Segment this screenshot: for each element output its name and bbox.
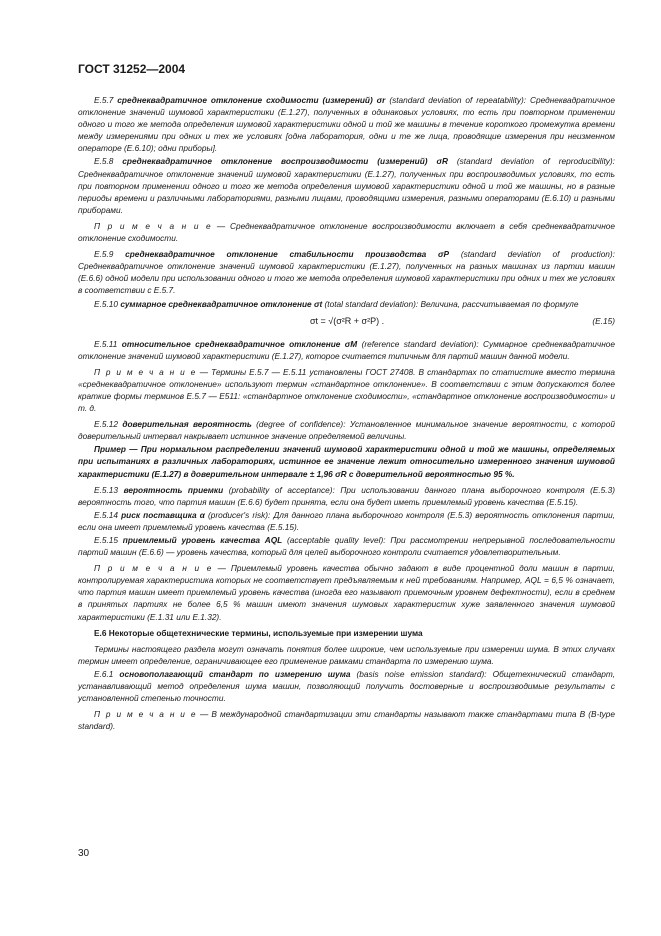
clause-e513: Е.5.13 вероятность приемки (probability of acceptance): При использовании данного плана выборочного контроля (Е.5.3) вероятность того, что партия машин (Е.6.6) будет принята, если она будет иметь приемлемый уровень качества (Е.5.15). (78, 484, 615, 507)
formula-e15 (78, 312, 615, 332)
clause-e61: Е.6.1 основополагающий стандарт по измерению шума (basis noise emission standard): Общетехнический стандарт, устанавливающий метод определения шума машин, позволяющий получить достоверные и воспроизводимые результаты с установленной степенью точности. (78, 668, 616, 704)
clause-e512: Е.5.12 доверительная вероятность (degree of confidence): Установленное минимальное значение вероятности, с которой доверительный интервал накрывает истинное значение определяемой величины. (78, 419, 615, 442)
term: риск поставщика α (121, 509, 205, 520)
formula-number: (Е.15) (592, 315, 615, 326)
term: среднеквадратичное отклонение стабильности производства σP (125, 249, 450, 260)
term: доверительная вероятность (122, 419, 252, 430)
term: среднеквадратичное отклонение воспроизводимости (измерений) σR (122, 156, 448, 167)
term: основополагающий стандарт по измерению шума (119, 668, 351, 679)
clause-e510: Е.5.10 суммарное среднеквадратичное отклонение σt (total standard deviation): Величина, рассчитываемая по формуле (94, 298, 579, 309)
clause-e58: Е.5.8 среднеквадратичное отклонение воспроизводимости (измерений) σR (standard deviation of reproducibility): Среднеквадратичное отклонение значений шумовой характеристики (Е.1.27), полученных при воспроизводимых условиях, то есть при повторном применении одного и того же метода определения шумовой характеристики одной и той же машины, но в разные периоды времени и различными лабораториями, разными лицами, проводящими измерения, разными операторами (Е.6.10) и разными приборами. (78, 156, 615, 215)
note: П р и м е ч а н и е — Среднеквадратичное отклонение воспроизводимости включает в себя среднеквадратичное отклонение сходимости. (78, 220, 615, 244)
clause-e59: Е.5.9 среднеквадратичное отклонение стабильности производства σP (standard deviation of production): Среднеквадратичное отклонение значений шумовой характеристики (Е.1.27), полученных на разных машинах из партии машин (Е.6.6) одной модели при использовании одного и того же метода определения шумовой характеристики при одних и тех же условиях в соответствии с Е.5.7. (78, 249, 615, 296)
clause-e515: Е.5.15 приемлемый уровень качества AQL (acceptable quality level): При рассмотрении непрерывной последовательности партий машин (Е.6.6) — уровень качества, который для целей выборочного контроли считается удовлетворительным. (78, 535, 615, 558)
page-number: 30 (78, 848, 90, 859)
clause-e514: Е.5.14 риск поставщика α (producer's risk): Для данного плана выборочного контроля (Е.5.3) вероятность отклонения партии, если она имеет приемлемый уровень качества (Е.5.15). (78, 509, 615, 532)
formula-expression: σt = √(σ²R + σ²P) . (310, 315, 385, 326)
document-header: ГОСТ 31252—2004 (78, 62, 186, 76)
section-intro: Термины настоящего раздела могут означать понятия более широкие, чем используемые при измерении шума. В этих случаях термин имеет определение, ограничивающее его применение рамками стандарта по измерению шума. (78, 643, 615, 666)
note: П р и м е ч а н и е — Термины Е.5.7 — Е.5.11 установлены ГОСТ 27408. В стандартах по статистике вместо термина «среднеквадратичное отклонение» используют термин «стандартное отклонение». В соответствии с этим допускаются более краткие формы терминов Е.5.7 — Е511: «стандартное отклонение сходимости», «стандартное отклонение воспроизводимости» и т. д. (78, 366, 615, 414)
example: Пример — При нормальном распределении значений шумовой характеристики одной и той же машины, определяемых при испытаниях в различных лабораториях, истинное ее значение лежит относительно измеренного значения шумовой характеристики (Е.1.27) в доверительном интервале ± 1,96 σR с доверительной вероятностью 95 %. (78, 444, 615, 479)
term: вероятность приемки (123, 484, 224, 495)
term: относительное среднеквадратичное отклонение σM (121, 338, 358, 349)
term: среднеквадратичное отклонение сходимости (измерений) σr (117, 95, 386, 105)
clause-e57: Е.5.7 среднеквадратичное отклонение сходимости (измерений) σr (standard deviation of repeatability): Среднеквадратичное отклонение значений шумовой характеристики (Е.1.27), полученных в одинаковых условиях, то есть при повторном применении одного и того же метода определения шумовой характеристики одной и той же машины в течение короткого промежутка времени между измерениями при одних и тех же условиях [одна лаборатория, одни и те же лица, проводящие измерения при неизменном операторе (Е.6.10); одни приборы]. (78, 95, 616, 154)
note: П р и м е ч а н и е — В международной стандартизации эти стандарты называют также стандартами типа В (В-type standard). (78, 709, 616, 732)
page-body (78, 94, 615, 736)
section-heading-e6: Е.6 Некоторые общетехнические термины, используемые при измерении шума (94, 627, 423, 638)
term: суммарное среднеквадратичное отклонение σt (120, 298, 323, 309)
note: П р и м е ч а н и е — Приемлемый уровень качества обычно задают в виде процентной доли машин в партии, контролируемая характеристика которых не соответствует предъявляемым к ней требованиям. Например, AQL = 6,5 % означает, что партия машин имеет приемлемый уровень качества (иногда его называют приемочным уровнем дефектности), если в среднем в принятых партиях не более 6,5 % машин имеют значения шумовых характеристик хуже заявленного значения шумовой характеристики (Е.1.31 или Е.1.32). (78, 563, 616, 622)
term: приемлемый уровень качества AQL (122, 535, 283, 545)
clause-e511: Е.5.11 относительное среднеквадратичное отклонение σM (reference standard deviation): Суммарное среднеквадратичное отклонение значений шумовой характеристики (Е.1.27), которое считается типичным для партий машин данной модели. (78, 338, 616, 361)
